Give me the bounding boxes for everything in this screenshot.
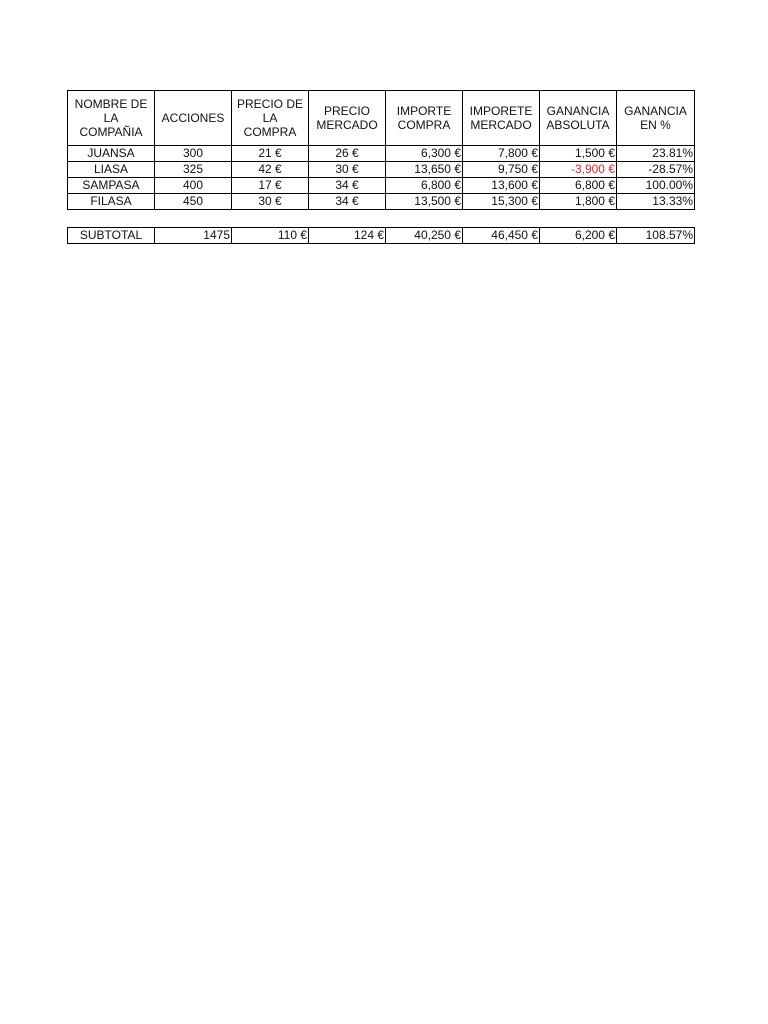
cell-importe-compra[interactable]: 13,500 € <box>386 194 463 210</box>
subtotal-precio-mercado[interactable]: 124 € <box>309 228 386 244</box>
cell-precio-mercado[interactable]: 26 € <box>309 146 386 162</box>
cell-ganancia-absoluta[interactable]: 1,800 € <box>540 194 617 210</box>
subtotal-importe-compra[interactable]: 40,250 € <box>386 228 463 244</box>
cell-precio-mercado[interactable]: 30 € <box>309 162 386 178</box>
cell-ganancia-absoluta[interactable]: 6,800 € <box>540 178 617 194</box>
cell-acciones[interactable]: 300 <box>155 146 232 162</box>
table-row <box>68 194 695 210</box>
portfolio-table <box>67 90 695 210</box>
cell-ganancia-absoluta[interactable]: 1,500 € <box>540 146 617 162</box>
cell-name[interactable]: JUANSA <box>68 146 155 162</box>
cell-importe-mercado[interactable]: 7,800 € <box>463 146 540 162</box>
header-importe-compra[interactable]: IMPORTE COMPRA <box>386 91 463 146</box>
cell-ganancia-pct[interactable]: -28.57% <box>617 162 695 178</box>
cell-acciones[interactable]: 400 <box>155 178 232 194</box>
subtotal-label[interactable]: SUBTOTAL <box>68 228 155 244</box>
cell-importe-mercado[interactable]: 9,750 € <box>463 162 540 178</box>
cell-ganancia-absoluta-negative[interactable]: -3,900 € <box>540 162 617 178</box>
header-acciones[interactable]: ACCIONES <box>155 91 232 146</box>
cell-name[interactable]: LIASA <box>68 162 155 178</box>
subtotal-acciones[interactable]: 1475 <box>155 228 232 244</box>
subtotal-ganancia-pct[interactable]: 108.57% <box>617 228 695 244</box>
cell-name[interactable]: FILASA <box>68 194 155 210</box>
table-row <box>68 178 695 194</box>
table-row <box>68 146 695 162</box>
cell-precio-compra[interactable]: 30 € <box>232 194 309 210</box>
cell-importe-compra[interactable]: 13,650 € <box>386 162 463 178</box>
header-row <box>68 91 695 146</box>
cell-name[interactable]: SAMPASA <box>68 178 155 194</box>
cell-precio-compra[interactable]: 17 € <box>232 178 309 194</box>
cell-precio-compra[interactable]: 42 € <box>232 162 309 178</box>
cell-precio-mercado[interactable]: 34 € <box>309 178 386 194</box>
cell-importe-mercado[interactable]: 13,600 € <box>463 178 540 194</box>
header-nombre[interactable]: NOMBRE DE LA COMPAÑIA <box>68 91 155 146</box>
header-ganancia-pct[interactable]: GANANCIA EN % <box>617 91 695 146</box>
cell-acciones[interactable]: 325 <box>155 162 232 178</box>
cell-ganancia-pct[interactable]: 23.81% <box>617 146 695 162</box>
header-ganancia-absoluta[interactable]: GANANCIA ABSOLUTA <box>540 91 617 146</box>
header-precio-mercado[interactable]: PRECIO MERCADO <box>309 91 386 146</box>
cell-ganancia-pct[interactable]: 13.33% <box>617 194 695 210</box>
subtotal-row <box>68 228 695 244</box>
cell-importe-compra[interactable]: 6,300 € <box>386 146 463 162</box>
cell-importe-mercado[interactable]: 15,300 € <box>463 194 540 210</box>
cell-acciones[interactable]: 450 <box>155 194 232 210</box>
subtotal-table <box>67 227 695 244</box>
subtotal-importe-mercado[interactable]: 46,450 € <box>463 228 540 244</box>
subtotal-ganancia-absoluta[interactable]: 6,200 € <box>540 228 617 244</box>
cell-ganancia-pct[interactable]: 100.00% <box>617 178 695 194</box>
header-importe-mercado[interactable]: IMPORETE MERCADO <box>463 91 540 146</box>
subtotal-precio-compra[interactable]: 110 € <box>232 228 309 244</box>
header-precio-compra[interactable]: PRECIO DE LA COMPRA <box>232 91 309 146</box>
cell-precio-mercado[interactable]: 34 € <box>309 194 386 210</box>
table-row <box>68 162 695 178</box>
cell-precio-compra[interactable]: 21 € <box>232 146 309 162</box>
cell-importe-compra[interactable]: 6,800 € <box>386 178 463 194</box>
